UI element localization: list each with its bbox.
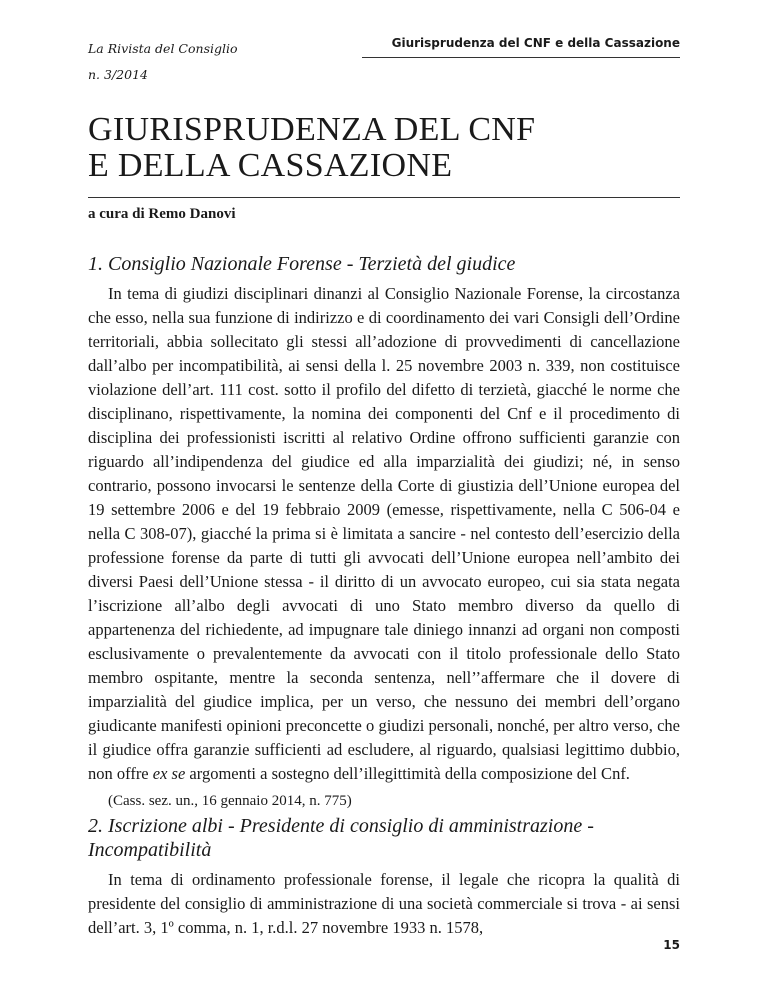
journal-header [88,36,238,88]
page-number: 15 [663,938,680,952]
body-text: In tema di giudizi disciplinari dinanzi al Consiglio Nazionale Forense, la circostanza che esso, nella sua funzione di indirizzo e di coordinamento dei vari Consigli dell’Ordine territoriali, abbia sollecitato gli stessi all’adozione di provvedimenti di cancellazione dall’albo per incompatibilità, ai sensi della l. 25 novembre 2003 n. 339, non costituisce violazione dell’art. 111 cost. sotto il profilo del difetto di terzietà, giacché le norme che disciplinano, rispettivamente, la nomina dei componenti del Cnf e il procedimento di disciplina dei professionisti iscritti al relativo Ordine offrono sufficienti garanzie con riguardo all’indipendenza del giudice ed alla imparzialità dei giudizi; né, in senso contrario, possono invocarsi le sentenze della Corte di giustizia dell’Unione europea del 19 settembre 2006 e del 19 febbraio 2009 (emesse, rispettivamente, nella C 506-04 e nella C 308-07), giacché la prima si è limitata a sancire - nel contesto dell’esercizio della professione forense da parte di tutti gli avvocati dell’Unione europea nell’ambito dei diversi Paesi dell’Unione stessa - il diritto di un avvocato europeo, cui sia stata negata l’iscrizione all’albo degli avvocati di uno Stato membro diverso da quello di appartenenza del richiedente, ad impugnare tale diniego innanzi ad organi non composti esclusivamente o prevalentemente da avvocati con il titolo professionale dello Stato membro ospitante, mentre la seconda sentenza, nell’’affermare che il dovere di imparzialità del giudice implica, per un verso, che nessuno dei membri dell’organo giudicante manifesti opinioni preconcette o giudizi personali, nonché, per altro verso, che il giudice offra garanzie sufficienti ad escludere, al riguardo, qualsiasi legittimo dubbio, non offre [88,284,680,783]
running-header: Giurisprudenza del CNF e della Cassazione [391,36,680,50]
body-text-end: argomenti a sostegno dell’illegittimità della composizione del Cnf. [185,764,630,783]
section-body: In tema di ordinamento professionale forense, il legale che ricopra la qualità di presidente del consiglio di amministrazione di una società commerciale si trova - ai sensi dell’art. 3, 1º comma, n. 1, r.d.l. 27 novembre 1933 n. 1578, [88,870,680,937]
title-line-2: E DELLA CASSAZIONE [88,147,453,184]
journal-name: La Rivista del Consiglio [88,41,238,56]
case-citation: (Cass. sez. un., 16 gennaio 2014, n. 775) [108,793,352,809]
issue-number: n. 3/2014 [88,67,148,82]
title-divider [88,197,680,198]
section-2 [88,814,680,940]
section-heading: 2. Iscrizione albi - Presidente di consiglio di amministrazione - Incompatibilità [88,815,594,861]
latin-phrase: ex se [152,764,186,783]
title-line-1: GIURISPRUDENZA DEL CNF [88,111,536,148]
section-body [88,282,680,786]
section-1 [88,252,680,812]
header-divider [362,57,680,58]
section-heading: 1. Consiglio Nazionale Forense - Terzietà del giudice [88,253,516,275]
curator-line: a cura di Remo Danovi [88,206,236,222]
page-title [88,112,680,184]
